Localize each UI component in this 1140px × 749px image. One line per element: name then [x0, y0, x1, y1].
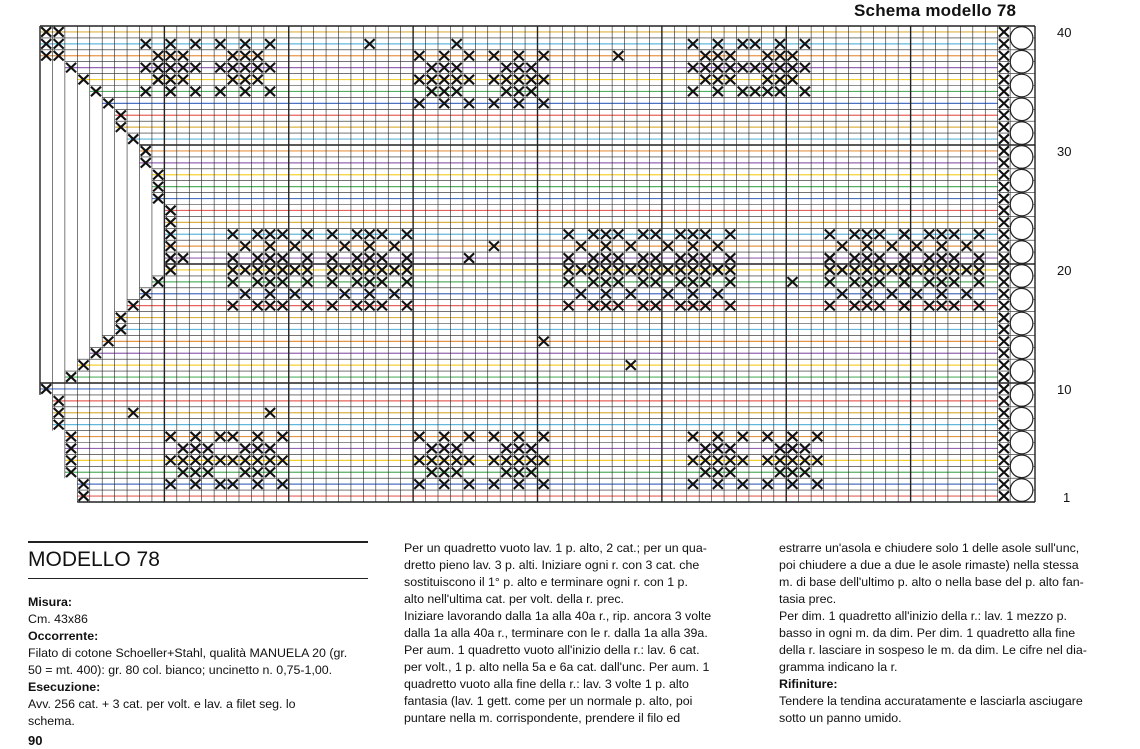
filled-cell [999, 194, 1009, 204]
rifiniture-line: Tendere la tendina accuratamente e lasciarla asciugare [779, 694, 1083, 708]
filled-cell [999, 230, 1009, 240]
occorrente-label: Occorrente: [28, 629, 99, 643]
filled-cell [999, 277, 1009, 287]
filled-cell [999, 265, 1009, 275]
instruction-line: estrarre un'asola e chiudere solo 1 delle asole sull'unc, [779, 541, 1080, 555]
filled-cell [999, 75, 1009, 85]
misura-label: Misura: [28, 595, 73, 609]
ring-circle [1010, 336, 1033, 359]
filled-cell [999, 63, 1009, 73]
filled-cell [999, 408, 1009, 418]
filled-cell [999, 313, 1009, 323]
filled-cell [999, 39, 1009, 49]
ring-circle [1010, 288, 1033, 311]
instruction-line: per volt., 1 p. alto nella 5a e 6a cat. dall'unc. Per aum. 1 [404, 660, 710, 674]
rifiniture-label: Rifiniture: [779, 677, 838, 691]
instruction-line: della r. lasciare in sospeso le m. da dim. Le cifre nel dia- [779, 643, 1087, 657]
model-heading: MODELLO 78 [28, 548, 160, 571]
instruction-line: quadretto vuoto alla fine della r.: lav. 3 volte 1 p. alto [404, 677, 689, 691]
instruction-line: dalla 1a alla 40a r., terminare con le r. dalla 1a alla 39a. [404, 626, 708, 640]
column-instructions [404, 540, 742, 727]
instruction-line: Iniziare lavorando dalla 1a alla 40a r., rip. ancora 3 volte [404, 609, 712, 623]
filled-cell [999, 170, 1009, 180]
ring-circle [1010, 384, 1033, 407]
filled-cell [999, 134, 1009, 144]
row-label-40: 40 [1057, 25, 1072, 40]
filled-cell [999, 99, 1009, 109]
instruction-line: alto nell'ultima cat. per volt. della r. prec. [404, 592, 624, 606]
column-materials [28, 594, 373, 730]
instruction-line: Per aum. 1 quadretto vuoto all'inizio della r.: lav. 6 cat. [404, 643, 700, 657]
ring-circle [1010, 217, 1033, 240]
row-label-20: 20 [1057, 263, 1072, 278]
esecuzione-line: schema. [28, 714, 75, 728]
ring-circle [1010, 360, 1033, 383]
filled-cell [999, 491, 1009, 501]
filled-cell [999, 146, 1009, 156]
ring-circle [1010, 98, 1033, 121]
filled-cell [999, 289, 1009, 299]
filled-cell [999, 218, 1009, 228]
ring-circle [1010, 74, 1033, 97]
occorrente-line: 50 = mt. 400): gr. 80 col. bianco; uncinetto n. 0,75-1,00. [28, 663, 333, 677]
filled-cell [999, 241, 1009, 251]
instruction-line: basso in ogni m. da dim. Per dim. 1 quadretto alla fine [779, 626, 1076, 640]
filled-cell [999, 479, 1009, 489]
filled-cell [999, 122, 1009, 131]
heading-rule-top [28, 541, 368, 543]
esecuzione-line: Avv. 256 cat. + 3 cat. per volt. e lav. a filet seg. lo [28, 697, 296, 711]
filled-cell [999, 432, 1009, 442]
filled-cell [999, 182, 1009, 192]
filled-cell [999, 456, 1009, 466]
filled-cell [999, 420, 1009, 430]
filled-cell [999, 158, 1009, 168]
filled-cell [999, 396, 1009, 406]
filled-cell [999, 301, 1009, 311]
column-finishing [779, 540, 1124, 727]
filled-cell [999, 360, 1009, 370]
filled-cell [999, 51, 1009, 61]
instruction-line: poi chiudere a due a due le asole rimaste) nella stessa [779, 558, 1079, 572]
ring-circle [1010, 265, 1033, 288]
instruction-line: m. di base dell'ultimo p. alto o nella base del p. alto fan- [779, 575, 1084, 589]
ring-circle [1010, 479, 1033, 502]
heading-rule-bottom [28, 578, 368, 579]
instruction-line: gramma indicano la r. [779, 660, 898, 674]
instruction-line: fantasia (lav. 1 gett. come per un normale p. alto, poi [404, 694, 693, 708]
ring-circle [1010, 431, 1033, 454]
filled-cell [999, 384, 1009, 394]
filled-cell [999, 337, 1009, 347]
ring-circle [1010, 241, 1033, 264]
instruction-line: sostituiscono il 1° p. alto e terminare ogni r. con 1 p. [404, 575, 688, 589]
filled-cell [999, 444, 1009, 454]
filled-cell [999, 27, 1009, 37]
filled-cell [999, 372, 1009, 382]
chart-title: Schema modello 78 [854, 1, 1017, 20]
instruction-line: tasia prec. [779, 592, 837, 606]
ring-circle [1010, 50, 1033, 73]
filled-cell [999, 325, 1009, 335]
filled-cell [999, 349, 1009, 359]
misura-value: Cm. 43x86 [28, 612, 88, 626]
filled-cell [999, 468, 1009, 478]
page-number: 90 [28, 733, 43, 748]
ring-circle [1010, 146, 1033, 169]
instruction-line: dretto pieno lav. 3 p. alti. Iniziare ogni r. con 3 cat. che [404, 558, 700, 572]
rifiniture-line: sotto un panno umido. [779, 711, 902, 725]
ring-circle [1010, 169, 1033, 192]
ring-circle [1010, 312, 1033, 335]
instruction-line: Per dim. 1 quadretto all'inizio della r.: lav. 1 mezzo p. [779, 609, 1067, 623]
row-label-30: 30 [1057, 144, 1072, 159]
occorrente-line: Filato di cotone Schoeller+Stahl, qualità MANUELA 20 (gr. [28, 646, 348, 660]
filled-cell [999, 253, 1009, 262]
ring-circle [1010, 455, 1033, 478]
ring-circle [1010, 122, 1033, 145]
ring-circle [1010, 193, 1033, 216]
ring-circle [1010, 407, 1033, 430]
ring-circle [1010, 27, 1033, 50]
esecuzione-label: Esecuzione: [28, 680, 101, 694]
instruction-line: puntare nella m. corrispondente, prendere il filo ed [404, 711, 681, 725]
filled-cell [999, 87, 1009, 97]
filled-cell [999, 111, 1009, 121]
instruction-line: Per un quadretto vuoto lav. 1 p. alto, 2 cat.; per un qua- [404, 541, 707, 555]
row-label-1: 1 [1063, 490, 1071, 505]
row-label-10: 10 [1057, 382, 1072, 397]
filled-cell [999, 206, 1009, 216]
